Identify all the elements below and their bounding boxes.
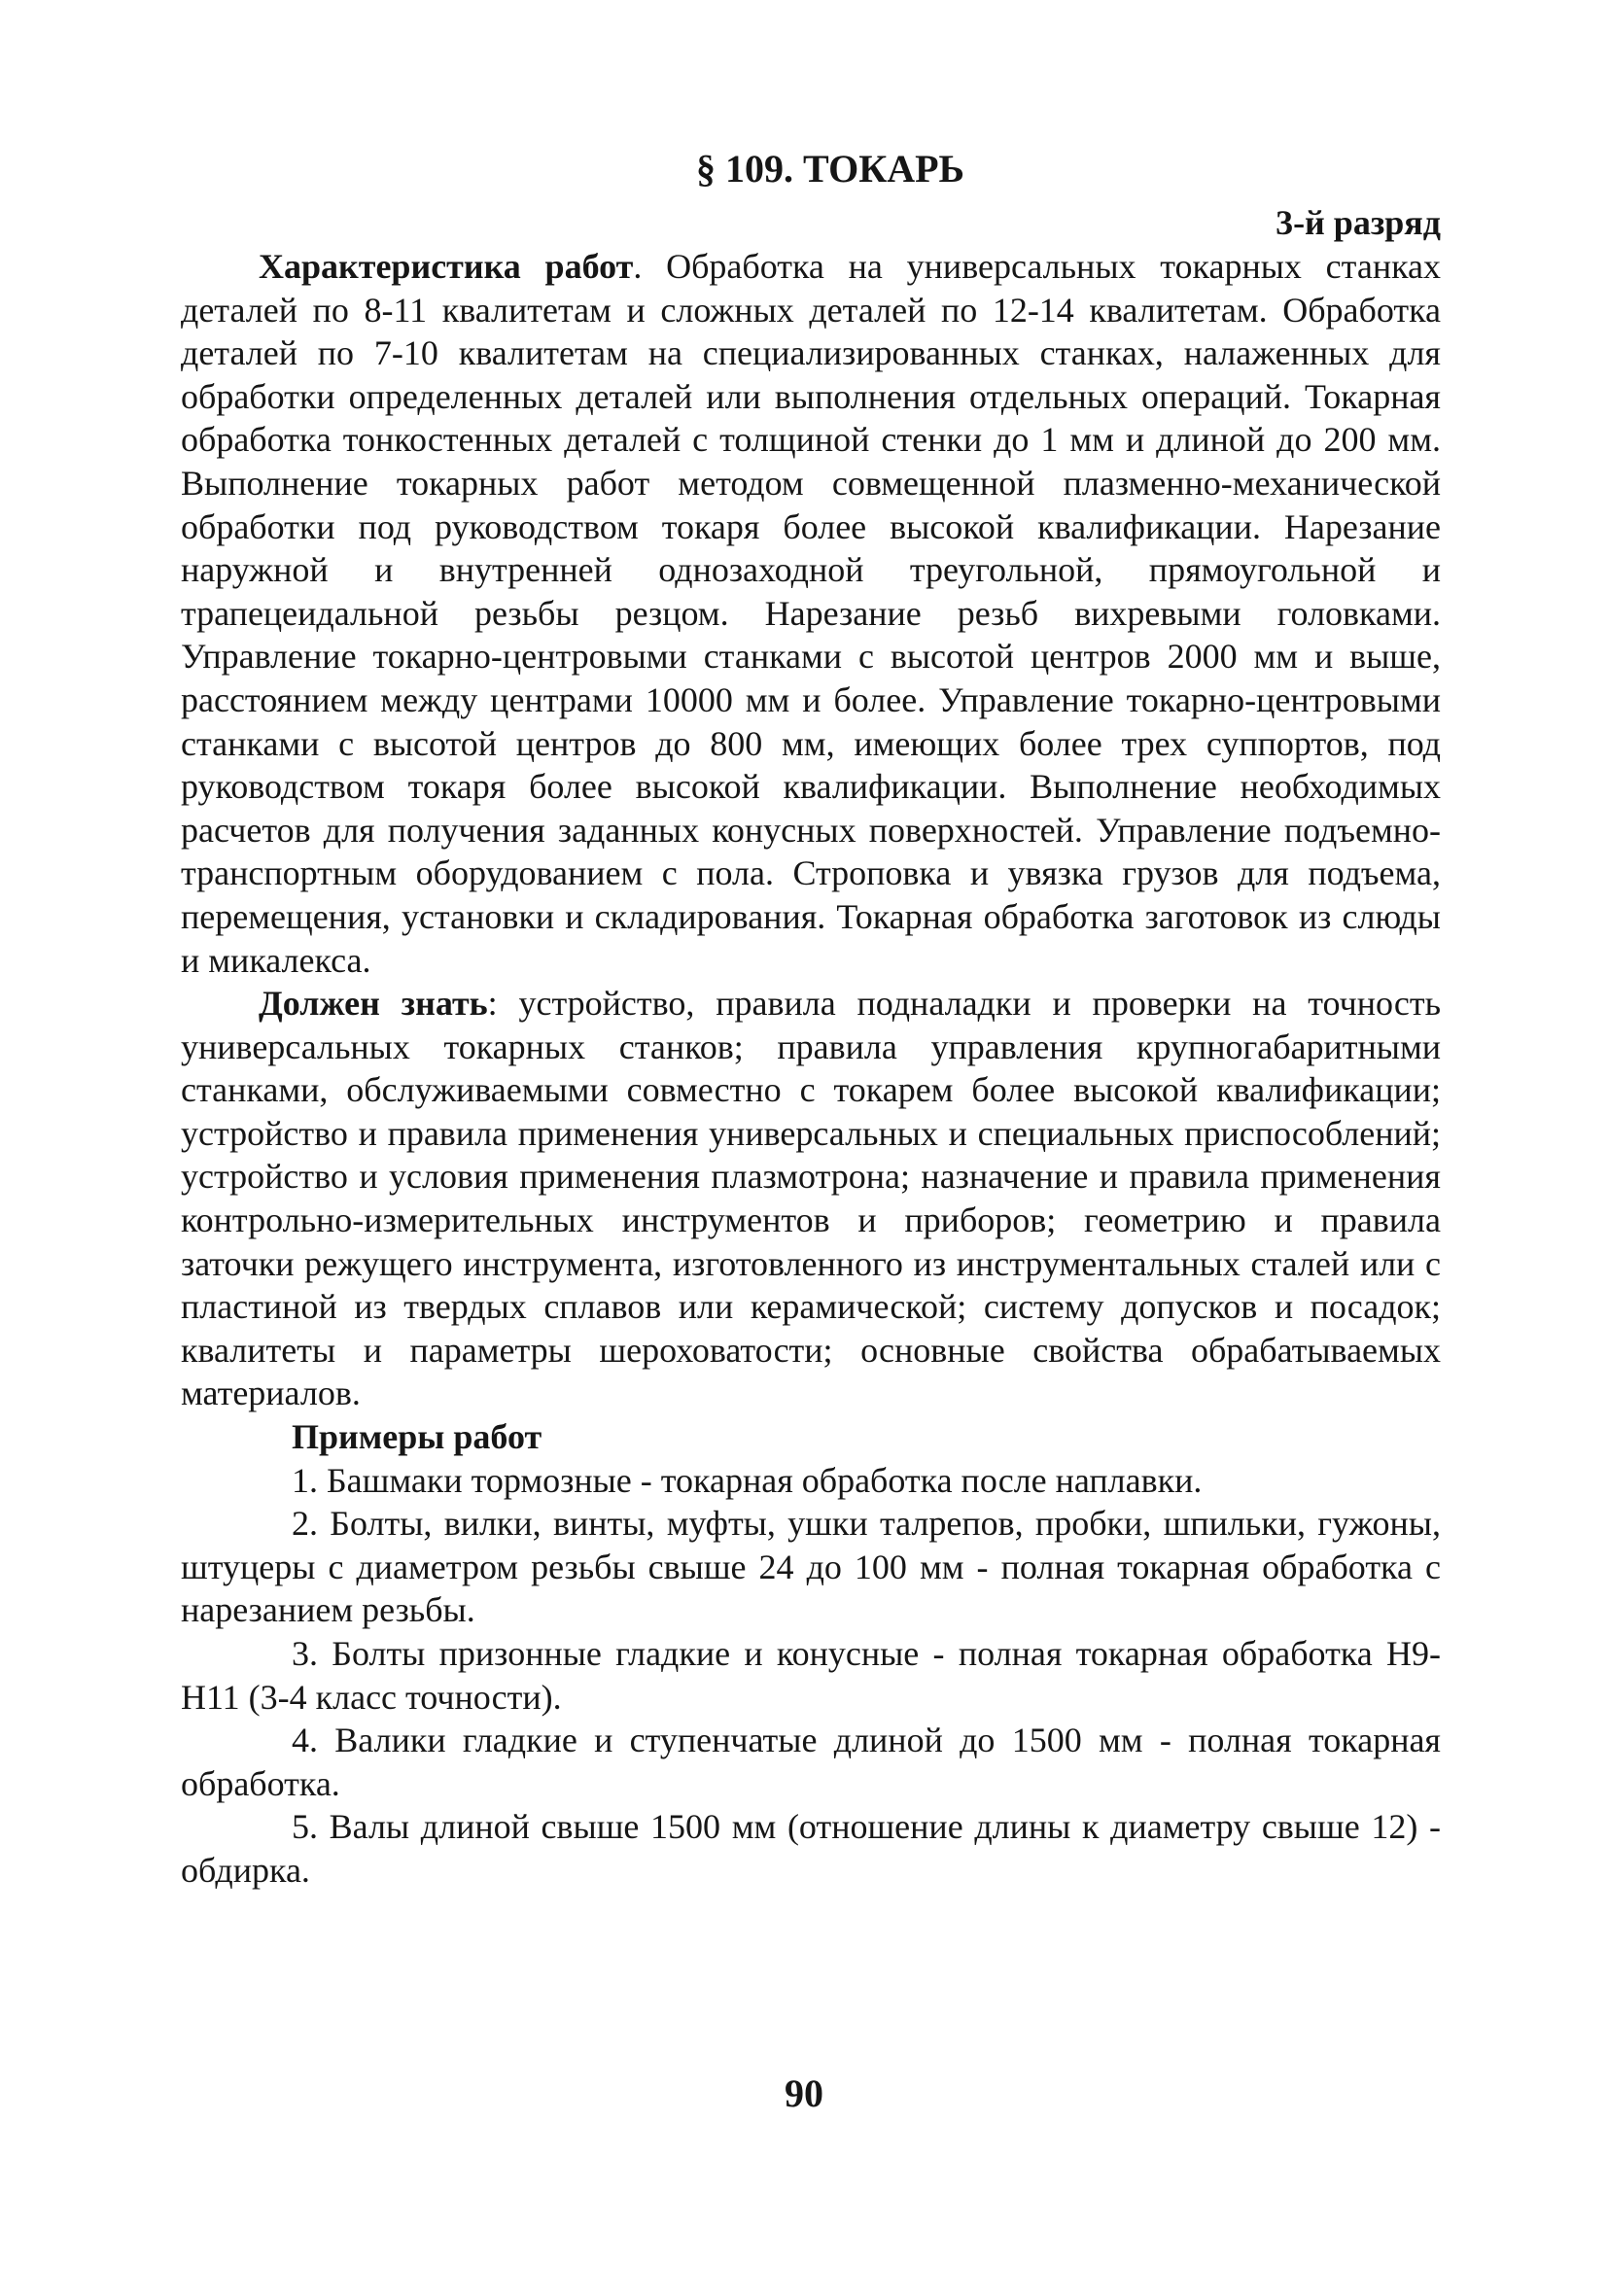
example-item: 4. Валики гладкие и ступенчатые длиной до 1500 мм - полная токарная обработка. — [181, 1721, 1441, 1803]
characteristics-lead: Характеристика работ — [259, 247, 634, 286]
examples-heading: Примеры работ — [292, 1417, 542, 1457]
example-item: 5. Валы длиной свыше 1500 мм (отношение длины к диаметру свыше 12) - обдирка. — [181, 1807, 1441, 1890]
knowledge-text: : устройство, правила подналадки и проверки на точность универсальных токарных станков; правила управления крупногабаритными станками, обслуживаемыми совместно с токарем более высокой квалификации; устройство и правила применения универсальных и специальных приспособлений; устройство и условия применения плазмотрона; назначение и правила применения контрольно-измерительных инструментов и приборов; геометрию и правила заточки режущего инструмента, изготовленного из инструментальных сталей или с пластиной из твердых сплавов или керамической; систему допусков и посадок; квалитеты и параметры шероховатости; основные свойства обрабатываемых материалов. — [181, 984, 1441, 1413]
document-page — [181, 146, 1441, 1893]
example-item: 3. Болты призонные гладкие и конусные - полная токарная обработка H9-H11 (3-4 класс точности). — [181, 1634, 1441, 1717]
examples-list — [181, 1459, 1441, 1893]
page-number: 90 — [785, 2071, 823, 2115]
grade-label: 3-й разряд — [1276, 203, 1441, 242]
characteristics-text: . Обработка на универсальных токарных станках деталей по 8-11 квалитетам и сложных деталей по 12-14 квалитетам. Обработка деталей по 7-10 квалитетам на специализированных станках, налаженных для обработки определенных деталей или выполнения отдельных операций. Токарная обработка тонкостенных деталей с толщиной стенки до 1 мм и длиной до 200 мм. Выполнение токарных работ методом совмещенной плазменно-механической обработки под руководством токаря более высокой квалификации. Нарезание наружной и внутренней однозаходной треугольной, прямоугольной и трапецеидальной резьбы резцом. Нарезание резьб вихревыми головками. Управление токарно-центровыми станками с высотой центров 2000 мм и выше, расстоянием между центрами 10000 мм и более. Управление токарно-центровыми станками с высотой центров до 800 мм, имеющих более трех суппортов, под руководством токаря более высокой квалификации. Выполнение необходимых расчетов для получения заданных конусных поверхностей. Управление подъемно-транспортным оборудованием с пола. Строповка и увязка грузов для подъема, перемещения, установки и складирования. Токарная обработка заготовок из слюды и микалекса. — [181, 247, 1442, 980]
characteristics-paragraph — [181, 245, 1441, 982]
section-title: § 109. ТОКАРЬ — [695, 147, 965, 191]
knowledge-lead: Должен знать — [259, 984, 488, 1024]
knowledge-paragraph — [181, 982, 1441, 1415]
example-item: 1. Башмаки тормозные - токарная обработка после наплавки. — [292, 1460, 1203, 1500]
example-item: 2. Болты, вилки, винты, муфты, ушки талрепов, пробки, шпильки, гужоны, штуцеры с диаметром резьбы свыше 24 до 100 мм - полная токарная обработка с нарезанием резьбы. — [181, 1504, 1441, 1630]
